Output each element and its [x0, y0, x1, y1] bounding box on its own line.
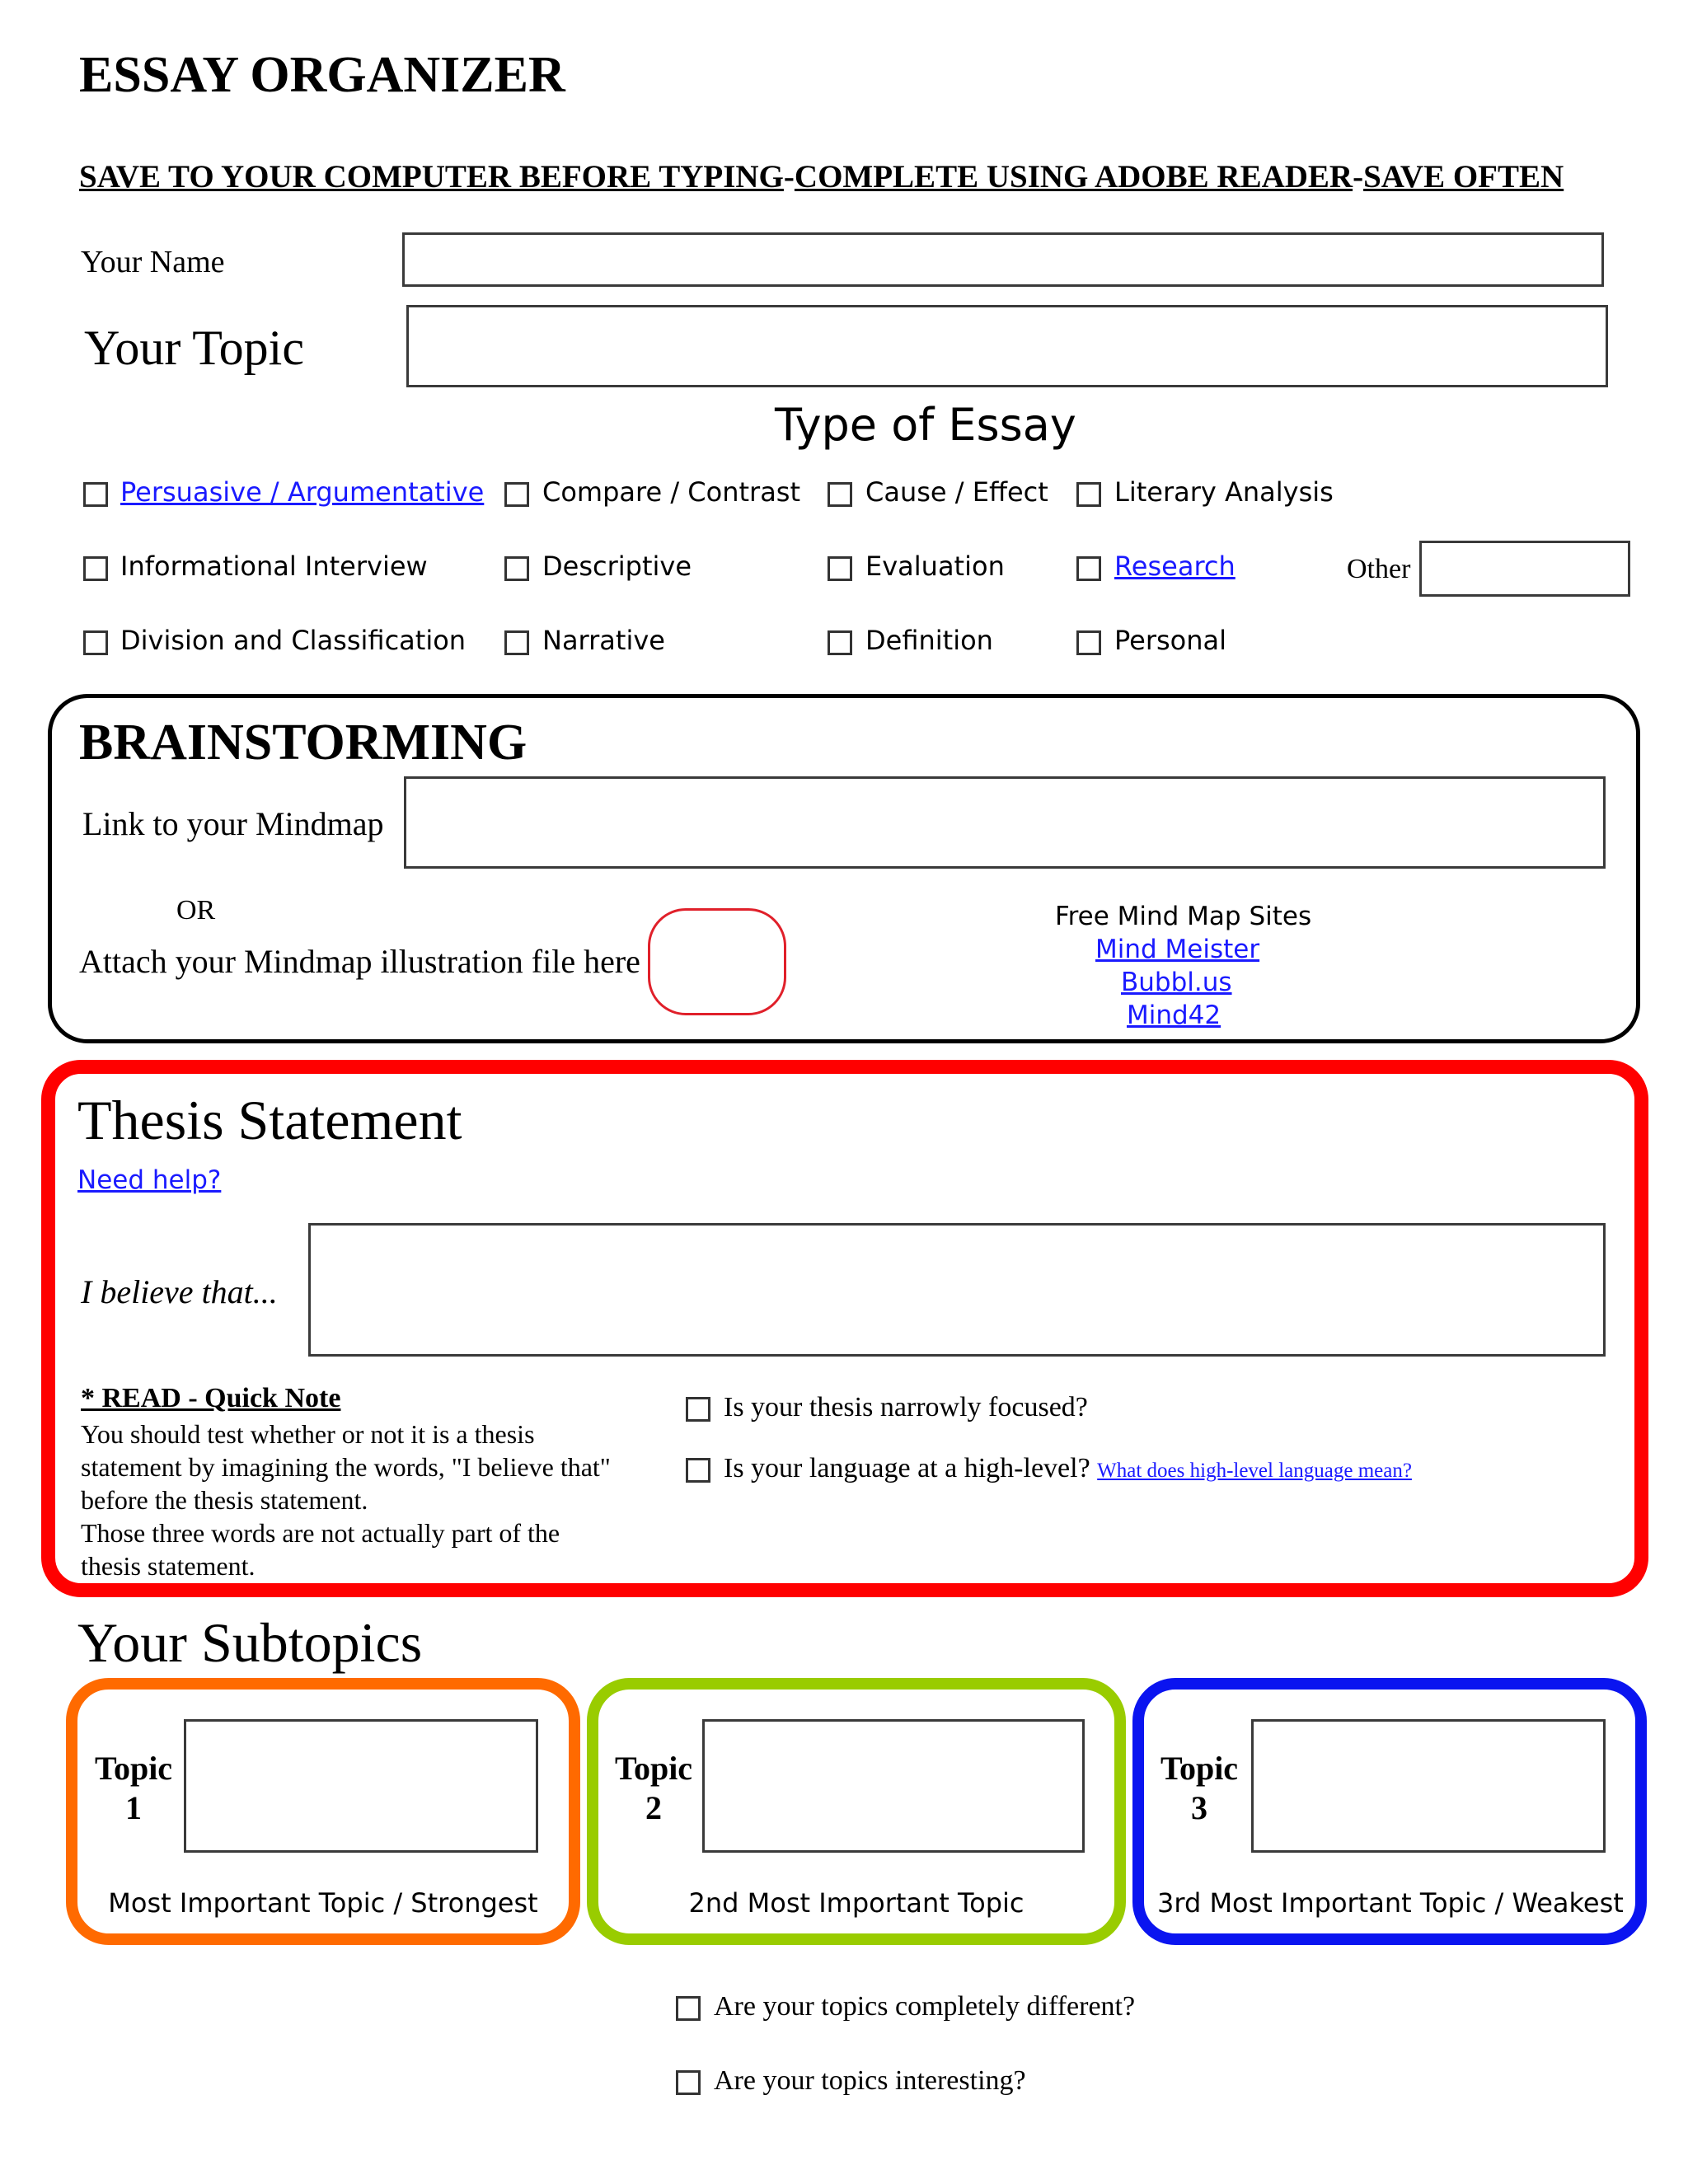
quick-note-line: statement by imagining the words, "I believe that": [81, 1452, 611, 1482]
page-title: ESSAY ORGANIZER: [79, 47, 565, 103]
other-field-value: [1422, 543, 1428, 570]
checkbox-cause-effect[interactable]: [828, 482, 852, 507]
instruction-save-computer: SAVE TO YOUR COMPUTER BEFORE TYPING: [79, 159, 784, 194]
checkbox-thesis-focused[interactable]: [686, 1397, 710, 1422]
name-label: Your Name: [81, 245, 225, 279]
subtopics-heading: Your Subtopics: [77, 1611, 423, 1674]
essay-option-narrative: Narrative: [542, 625, 665, 656]
topic-field-value: [409, 307, 417, 336]
topic-number: 3: [1191, 1789, 1207, 1826]
checkbox-topics-interesting[interactable]: [676, 2070, 701, 2095]
instruction-separator: -: [1353, 159, 1364, 194]
brainstorming-heading: BRAINSTORMING: [79, 715, 528, 771]
topic-3-label: [1154, 1749, 1245, 1828]
mind-meister-link[interactable]: Mind Meister: [1095, 935, 1260, 964]
high-level-language-link[interactable]: What does high-level language mean?: [1097, 1460, 1412, 1482]
topic-2-label: [608, 1749, 699, 1828]
topic-1-caption: Most Important Topic / Strongest: [108, 1887, 538, 1919]
topic-1-label: [89, 1749, 178, 1828]
topic-number: 2: [645, 1789, 662, 1826]
quick-note-line: You should test whether or not it is a thesis: [81, 1419, 535, 1449]
quick-note-line: thesis statement.: [81, 1551, 256, 1581]
checkbox-high-level-language[interactable]: [686, 1458, 710, 1483]
topic-word: Topic: [94, 1750, 173, 1787]
topic-number: 1: [125, 1789, 142, 1826]
name-field-value: [405, 235, 413, 264]
checkbox-division-classification[interactable]: [83, 630, 108, 655]
save-instructions: [79, 158, 1564, 195]
checkbox-research[interactable]: [1076, 556, 1101, 581]
mind42-link[interactable]: Mind42: [1127, 1001, 1221, 1030]
mindmap-link-field[interactable]: [404, 776, 1606, 869]
checkbox-topics-different[interactable]: [676, 1996, 701, 2021]
thesis-heading: Thesis Statement: [77, 1089, 462, 1151]
name-field[interactable]: [402, 232, 1604, 287]
high-level-language-label: [724, 1453, 1412, 1484]
topic-field[interactable]: [406, 305, 1608, 387]
topic-1-field[interactable]: [184, 1719, 538, 1853]
mind-map-sites-heading: Free Mind Map Sites: [1055, 902, 1312, 931]
instruction-separator: -: [783, 159, 795, 194]
or-label: OR: [176, 895, 216, 926]
essay-option-compare-contrast: Compare / Contrast: [542, 476, 801, 508]
checkbox-compare-contrast[interactable]: [504, 482, 529, 507]
high-level-language-question: Is your language at a high-level?: [724, 1453, 1090, 1483]
thesis-prompt-label: I believe that...: [81, 1273, 278, 1310]
essay-option-descriptive: Descriptive: [542, 551, 692, 582]
topic-2-field[interactable]: [702, 1719, 1085, 1853]
bubbl-link[interactable]: Bubbl.us: [1121, 968, 1232, 997]
attach-mindmap-label: Attach your Mindmap illustration file here: [79, 943, 640, 980]
essay-option-informational-interview: Informational Interview: [120, 551, 428, 582]
essay-option-literary-analysis: Literary Analysis: [1114, 476, 1334, 508]
topic-word: Topic: [614, 1750, 693, 1787]
essay-option-division-classification: Division and Classification: [120, 625, 467, 656]
instruction-save-often: SAVE OFTEN: [1363, 159, 1564, 194]
other-field[interactable]: [1419, 541, 1630, 597]
essay-option-definition: Definition: [865, 625, 993, 656]
essay-option-evaluation: Evaluation: [865, 551, 1005, 582]
quick-note-heading: * READ - Quick Note: [81, 1383, 341, 1413]
checkbox-informational-interview[interactable]: [83, 556, 108, 581]
essay-option-persuasive-link[interactable]: Persuasive / Argumentative: [120, 476, 485, 508]
essay-option-personal: Personal: [1114, 625, 1227, 656]
topic-word: Topic: [1160, 1750, 1239, 1787]
essay-option-research-link[interactable]: Research: [1114, 551, 1236, 582]
topic-3-caption: 3rd Most Important Topic / Weakest: [1157, 1887, 1624, 1919]
need-help-link[interactable]: Need help?: [77, 1165, 222, 1195]
essay-option-cause-effect: Cause / Effect: [865, 476, 1048, 508]
checkbox-evaluation[interactable]: [828, 556, 852, 581]
checkbox-persuasive[interactable]: [83, 482, 108, 507]
quick-note-line: before the thesis statement.: [81, 1485, 368, 1515]
checkbox-definition[interactable]: [828, 630, 852, 655]
quick-note-text: [81, 1418, 611, 1582]
thesis-statement-field[interactable]: [308, 1223, 1606, 1357]
essay-type-heading: Type of Essay: [775, 399, 1076, 451]
topics-different-label: Are your topics completely different?: [714, 1991, 1136, 2022]
topic-2-caption: 2nd Most Important Topic: [688, 1887, 1025, 1919]
topics-interesting-label: Are your topics interesting?: [714, 2065, 1026, 2096]
checkbox-personal[interactable]: [1076, 630, 1101, 655]
checkbox-literary-analysis[interactable]: [1076, 482, 1101, 507]
other-label: Other: [1347, 554, 1411, 584]
checkbox-descriptive[interactable]: [504, 556, 529, 581]
topic-label: Your Topic: [84, 321, 304, 375]
thesis-focused-label: Is your thesis narrowly focused?: [724, 1392, 1088, 1422]
attach-file-button[interactable]: [648, 908, 786, 1015]
topic-3-field[interactable]: [1251, 1719, 1606, 1853]
instruction-adobe-reader: COMPLETE USING ADOBE READER: [794, 159, 1353, 194]
mindmap-link-label: Link to your Mindmap: [82, 805, 384, 842]
quick-note-line: Those three words are not actually part of the: [81, 1518, 560, 1548]
checkbox-narrative[interactable]: [504, 630, 529, 655]
